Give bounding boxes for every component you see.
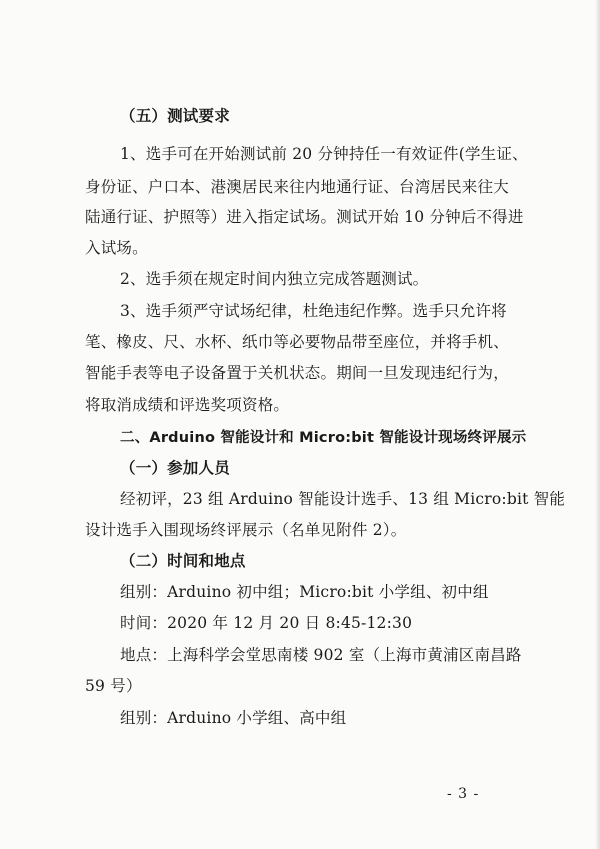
section-5-heading: （五）测试要求 bbox=[120, 107, 230, 125]
item-3-line-1: 3、选手须严守试场纪律，杜绝违纪作弊。选手只允许将 bbox=[120, 302, 507, 320]
section-2-heading: 二、Arduino 智能设计和 Micro:bit 智能设计现场终评展示 bbox=[120, 430, 527, 446]
item-1-line-1: 1、选手可在开始测试前 20 分钟持任一有效证件(学生证、 bbox=[120, 145, 528, 163]
place-line-2: 59 号） bbox=[85, 677, 142, 695]
group-line-1: 组别：Arduino 初中组；Micro:bit 小学组、初中组 bbox=[120, 583, 489, 601]
participants-line-2: 设计选手入围现场终评展示（名单见附件 2）。 bbox=[85, 521, 407, 539]
item-1-line-4: 入试场。 bbox=[85, 239, 148, 257]
page-number: - 3 - bbox=[447, 786, 480, 802]
item-3-line-3: 智能手表等电子设备置于关机状态。期间一旦发现违纪行为， bbox=[85, 364, 509, 382]
item-1-line-2: 身份证、户口本、港澳居民来往内地通行证、台湾居民来往大 bbox=[85, 178, 509, 196]
participants-line-1: 经初评，23 组 Arduino 智能设计选手、13 组 Micro:bit 智能 bbox=[120, 490, 566, 508]
time-line-1: 时间：2020 年 12 月 20 日 8:45-12:30 bbox=[120, 614, 413, 632]
subsection-1-heading: （一）参加人员 bbox=[120, 459, 230, 477]
item-3-line-2: 笔、橡皮、尺、水杯、纸巾等必要物品带至座位，并将手机、 bbox=[85, 333, 509, 351]
group-line-2: 组别：Arduino 小学组、高中组 bbox=[120, 709, 347, 727]
item-1-line-3: 陆通行证、护照等）进入指定试场。测试开始 10 分钟后不得进 bbox=[85, 208, 524, 226]
item-2: 2、选手须在规定时间内独立完成答题测试。 bbox=[120, 270, 429, 288]
scan-edge-shadow bbox=[595, 0, 600, 849]
item-3-line-4: 将取消成绩和评选奖项资格。 bbox=[85, 396, 290, 414]
place-line-1: 地点：上海科学会堂思南楼 902 室（上海市黄浦区南昌路 bbox=[120, 646, 522, 664]
subsection-2-heading: （二）时间和地点 bbox=[120, 552, 246, 570]
